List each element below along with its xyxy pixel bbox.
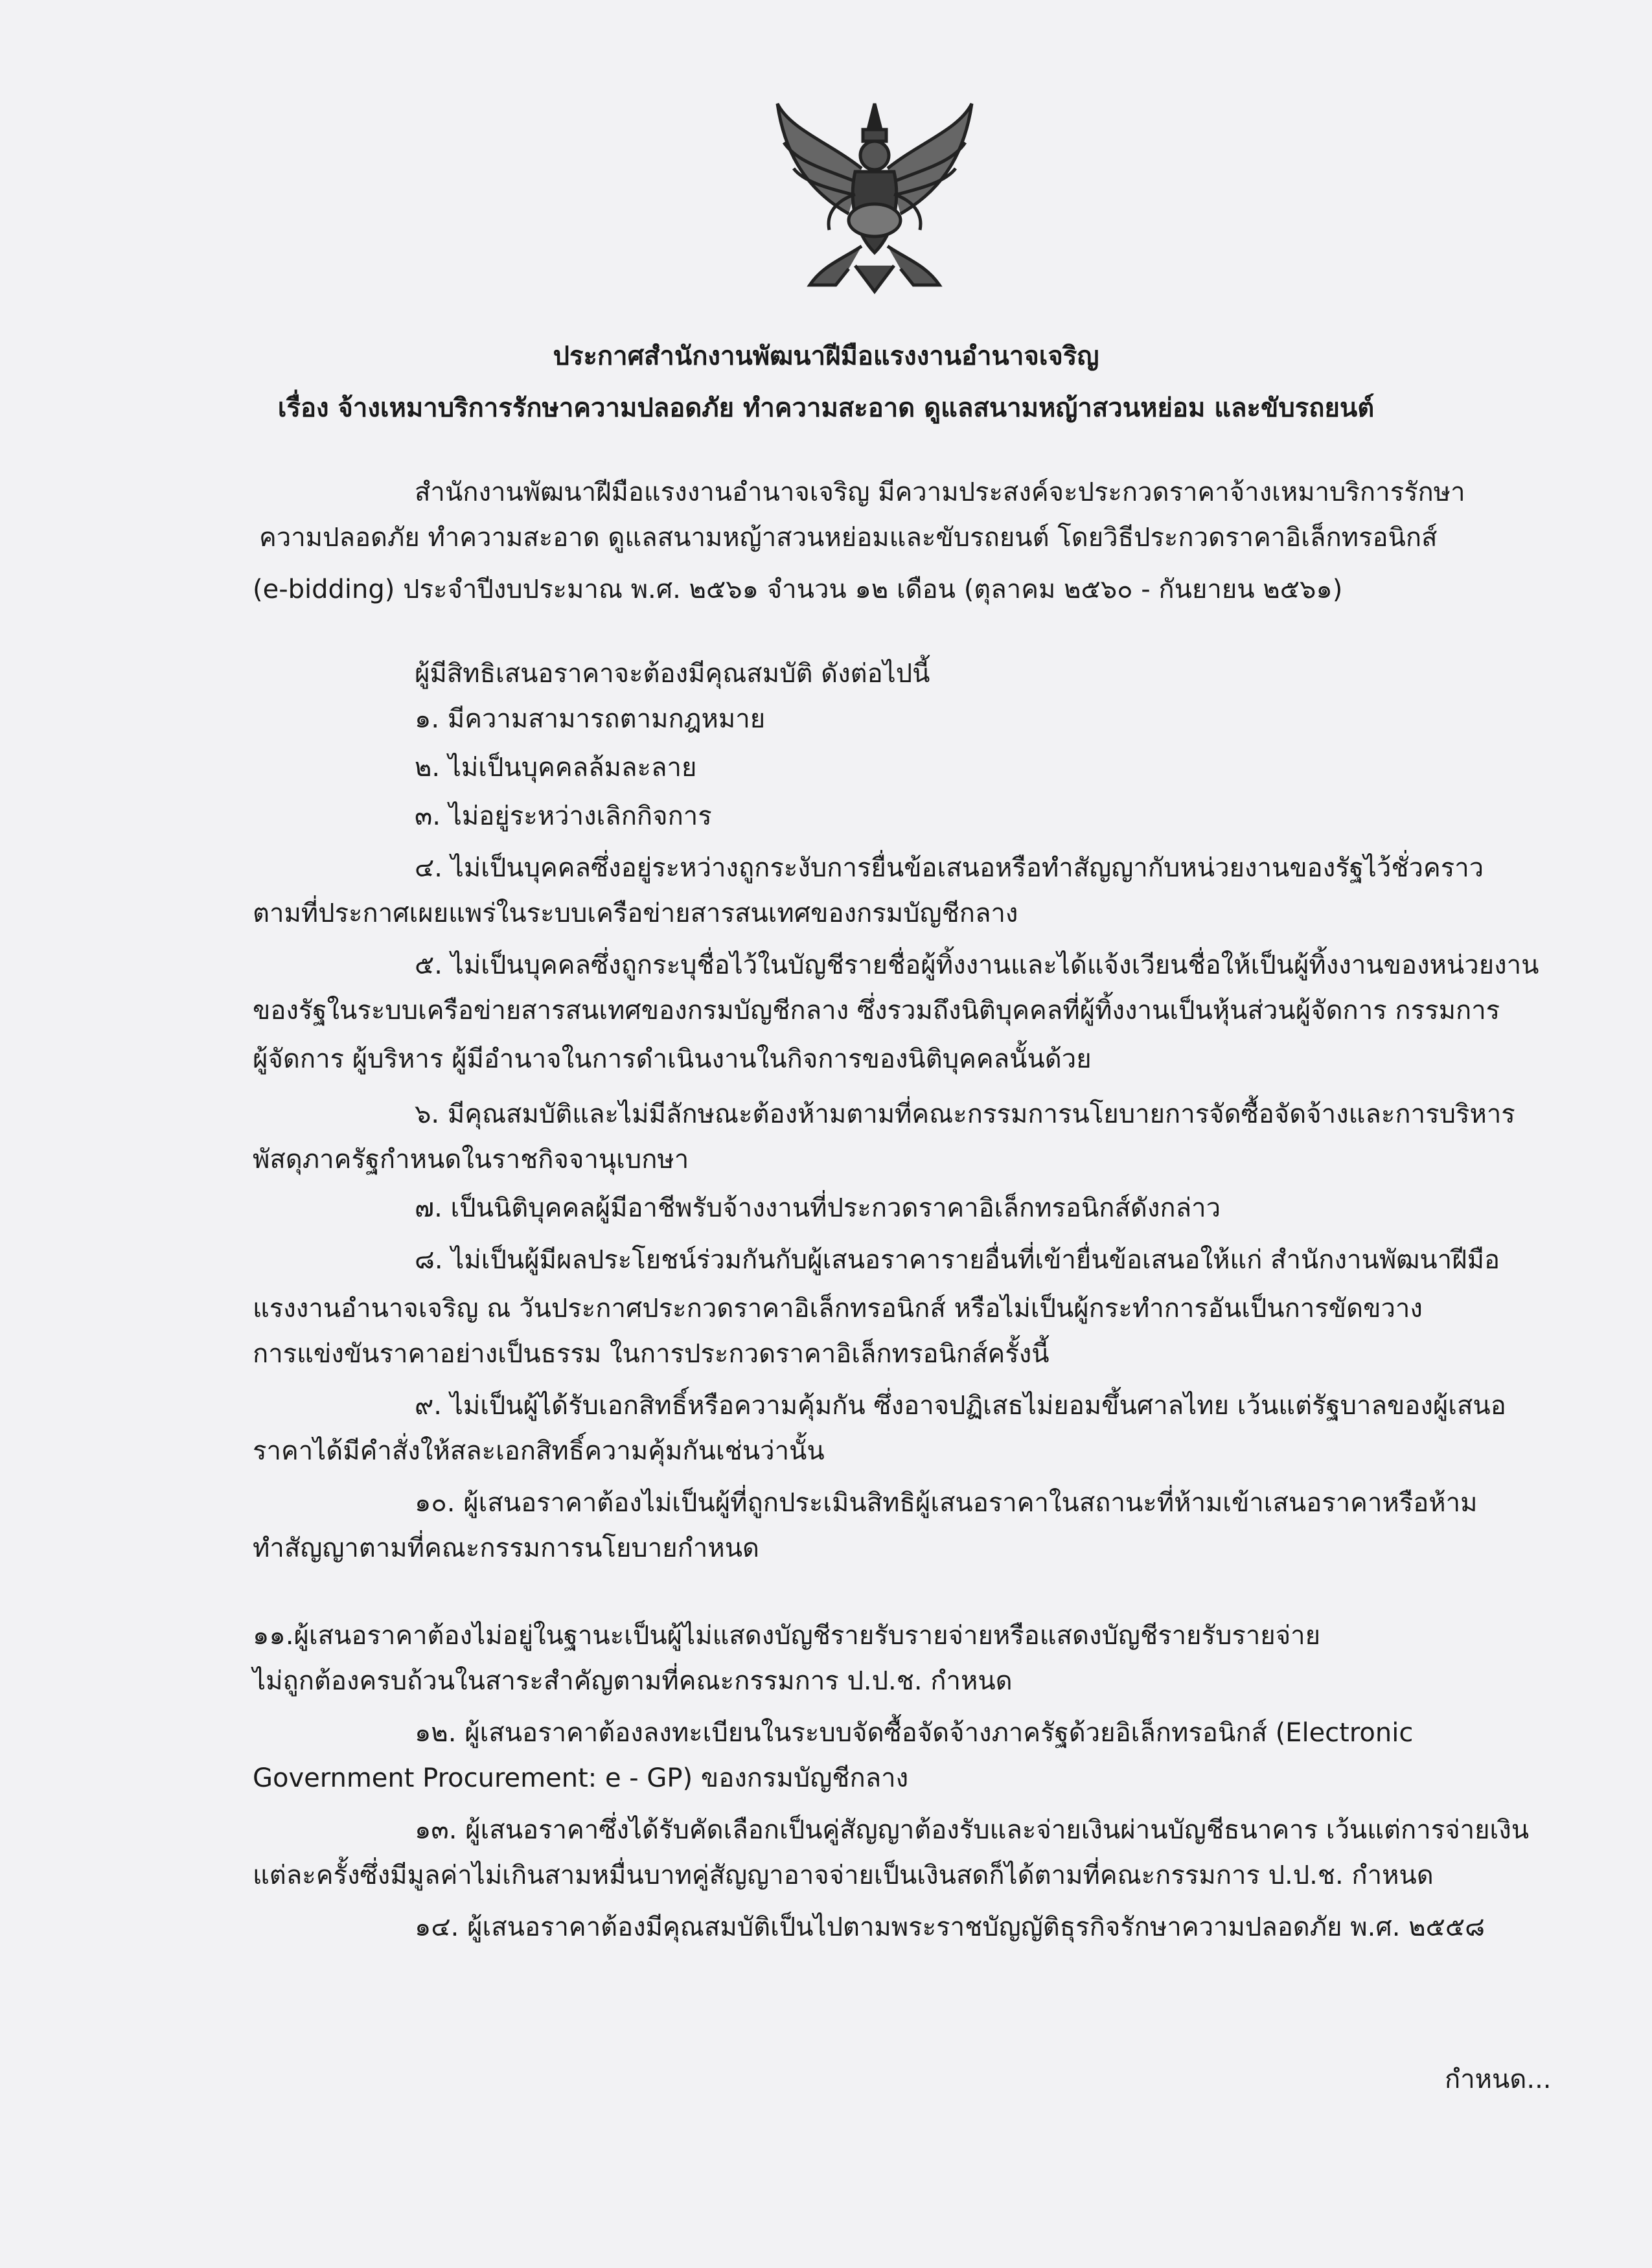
qualification-line: ๓. ไม่อยู่ระหว่างเลิกกิจการ	[415, 801, 712, 831]
qualification-line: ผู้จัดการ ผู้บริหาร ผู้มีอำนาจในการดำเนินงานในกิจการของนิติบุคคลนั้นด้วย	[253, 1044, 1092, 1074]
announcement-title: ประกาศสำนักงานพัฒนาฝีมือแรงงานอำนาจเจริญ	[553, 341, 1099, 371]
qualification-line: ของรัฐในระบบเครือข่ายสารสนเทศของกรมบัญชีกลาง ซึ่งรวมถึงนิติบุคคลที่ผู้ทิ้งงานเป็นหุ้นส่วนผู้จัดการ กรรมการ	[253, 996, 1500, 1025]
qualification-line: ๙. ไม่เป็นผู้ได้รับเอกสิทธิ์หรือความคุ้มกัน ซึ่งอาจปฏิเสธไม่ยอมขึ้นศาลไทย เว้นแต่รัฐบาลของผู้เสนอ	[415, 1391, 1506, 1421]
qualification-line: ๑. มีความสามารถตามกฎหมาย	[415, 704, 766, 734]
qualification-line: ไม่ถูกต้องครบถ้วนในสาระสำคัญตามที่คณะกรรมการ ป.ป.ช. กำหนด	[253, 1666, 1013, 1696]
qualification-line: Government Procurement: e - GP) ของกรมบัญชีกลาง	[253, 1763, 909, 1793]
qualification-line: ๔. ไม่เป็นบุคคลซึ่งอยู่ระหว่างถูกระงับการยื่นข้อเสนอหรือทำสัญญากับหน่วยงานของรัฐไว้ชั่วคราว	[415, 853, 1484, 883]
qualification-line: ๖. มีคุณสมบัติและไม่มีลักษณะต้องห้ามตามที่คณะกรรมการนโยบายการจัดซื้อจัดจ้างและการบริหาร	[415, 1099, 1515, 1129]
announcement-subject: เรื่อง จ้างเหมาบริการรักษาความปลอดภัย ทำความสะอาด ดูแลสนามหญ้าสวนหย่อม และขับรถยนต์	[277, 393, 1375, 423]
qualification-line: ๗. เป็นนิติบุคคลผู้มีอาชีพรับจ้างงานที่ประกวดราคาอิเล็กทรอนิกส์ดังกล่าว	[415, 1193, 1221, 1223]
intro-line: ความปลอดภัย ทำความสะอาด ดูแลสนามหญ้าสวนหย่อมและขับรถยนต์ โดยวิธีประกวดราคาอิเล็กทรอนิกส์	[259, 523, 1438, 553]
qualification-line: ๑๒. ผู้เสนอราคาต้องลงทะเบียนในระบบจัดซื้อจัดจ้างภาครัฐด้วยอิเล็กทรอนิกส์ (Electronic	[415, 1718, 1414, 1748]
qualification-line: ทำสัญญาตามที่คณะกรรมการนโยบายกำหนด	[253, 1533, 760, 1563]
qualification-line: ๕. ไม่เป็นบุคคลซึ่งถูกระบุชื่อไว้ในบัญชีรายชื่อผู้ทิ้งงานและได้แจ้งเวียนชื่อให้เป็นผู้ทิ้งงานของหน่วยงาน	[415, 950, 1539, 980]
continuation-marker: กำหนด...	[1445, 2065, 1552, 2094]
qualification-line: แรงงานอำนาจเจริญ ณ วันประกาศประกวดราคาอิเล็กทรอนิกส์ หรือไม่เป็นผู้กระทำการอันเป็นการขัดขวาง	[253, 1294, 1423, 1323]
qualification-line: ๘. ไม่เป็นผู้มีผลประโยชน์ร่วมกันกับผู้เสนอราคารายอื่นที่เข้ายื่นข้อเสนอให้แก่ สำนักงานพัฒนาฝีมือ	[415, 1245, 1500, 1275]
qualification-line: พัสดุภาครัฐกำหนดในราชกิจจานุเบกษา	[253, 1145, 689, 1174]
intro-line: (e-bidding) ประจำปีงบประมาณ พ.ศ. ๒๕๖๑ จำนวน ๑๒ เดือน (ตุลาคม ๒๕๖๐ - กันยายน ๒๕๖๑)	[253, 575, 1343, 604]
qualification-line: แต่ละครั้งซึ่งมีมูลค่าไม่เกินสามหมื่นบาทคู่สัญญาอาจจ่ายเป็นเงินสดก็ได้ตามที่คณะกรรมการ ป.ป.ช. กำหนด	[253, 1861, 1434, 1890]
intro-line: สำนักงานพัฒนาฝีมือแรงงานอำนาจเจริญ มีความประสงค์จะประกวดราคาจ้างเหมาบริการรักษา	[415, 477, 1465, 507]
qualification-line: ๑๓. ผู้เสนอราคาซึ่งได้รับคัดเลือกเป็นคู่สัญญาต้องรับและจ่ายเงินผ่านบัญชีธนาคาร เว้นแต่การจ่ายเงิน	[415, 1815, 1530, 1845]
garuda-emblem-icon	[764, 91, 985, 304]
qualification-line: ๑๐. ผู้เสนอราคาต้องไม่เป็นผู้ที่ถูกประเมินสิทธิผู้เสนอราคาในสถานะที่ห้ามเข้าเสนอราคาหรือห้าม	[415, 1488, 1478, 1518]
qualification-line: ๒. ไม่เป็นบุคคลล้มละลาย	[415, 753, 697, 783]
qualification-line: ราคาได้มีคำสั่งให้สละเอกสิทธิ์ความคุ้มกันเช่นว่านั้น	[253, 1436, 825, 1466]
qualification-line: ตามที่ประกาศเผยแพร่ในระบบเครือข่ายสารสนเทศของกรมบัญชีกลาง	[253, 899, 1018, 928]
qualification-line: ๑๔. ผู้เสนอราคาต้องมีคุณสมบัติเป็นไปตามพระราชบัญญัติธุรกิจรักษาความปลอดภัย พ.ศ. ๒๕๕๘	[415, 1912, 1485, 1942]
qualification-line: การแข่งขันราคาอย่างเป็นธรรม ในการประกวดราคาอิเล็กทรอนิกส์ครั้งนี้	[253, 1339, 1050, 1369]
qualification-line: ๑๑.ผู้เสนอราคาต้องไม่อยู่ในฐานะเป็นผู้ไม่แสดงบัญชีรายรับรายจ่ายหรือแสดงบัญชีรายรับรายจ่าย	[253, 1621, 1321, 1651]
qualifications-heading: ผู้มีสิทธิเสนอราคาจะต้องมีคุณสมบัติ ดังต่อไปนี้	[415, 659, 930, 689]
